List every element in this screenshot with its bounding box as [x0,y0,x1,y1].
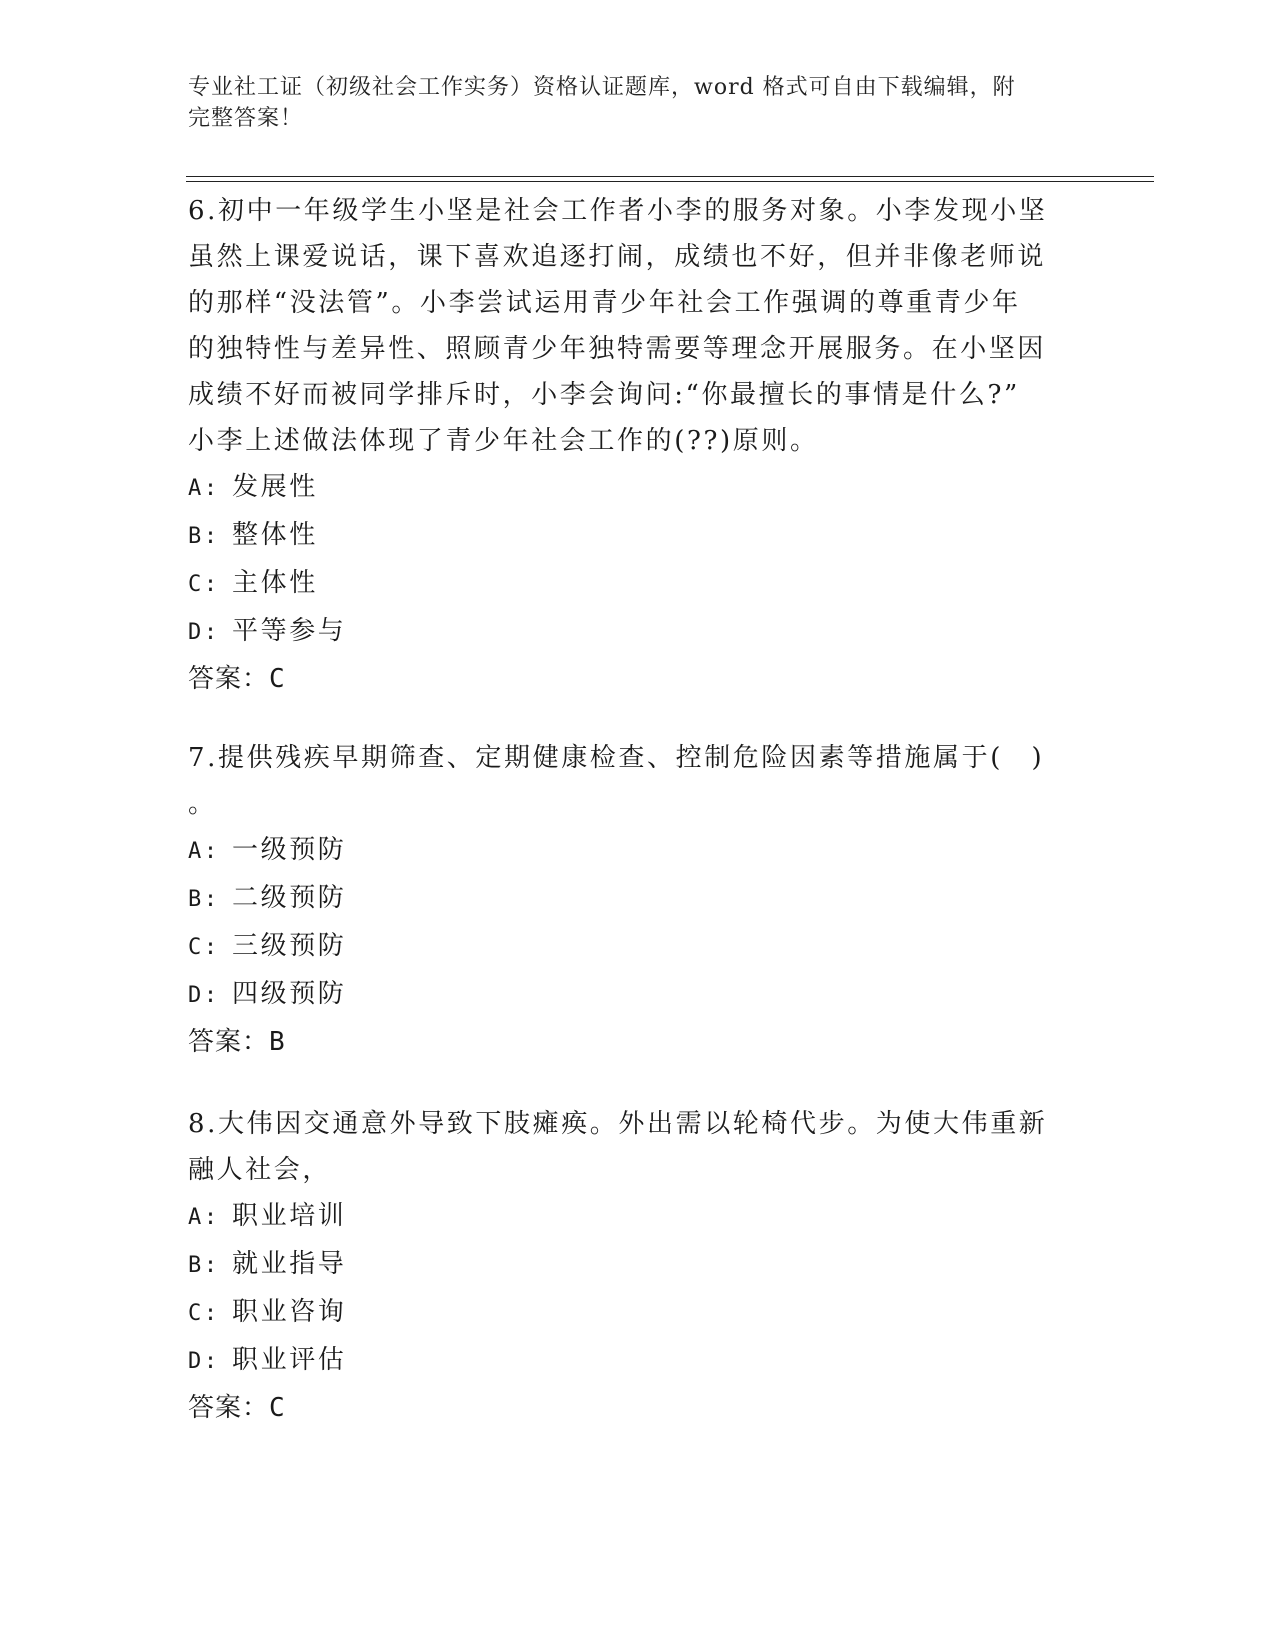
option-text: 整体性 [232,520,318,550]
question-7-answer [188,1019,1068,1065]
question-8 [188,1101,1068,1431]
option-key: D: [188,983,220,1008]
question-6-line: 的独特性与差异性、照顾青少年独特需要等理念开展服务。在小坚因 [188,334,1047,364]
option-text: 发展性 [232,472,318,502]
question-6 [188,188,1068,702]
question-7-line: 7.提供残疾早期筛查、定期健康检查、控制危险因素等措施属于( ) [188,743,1045,773]
question-6-option-d [188,608,1068,656]
question-7 [188,735,1068,1065]
answer-value: B [269,1027,286,1057]
question-8-option-c [188,1289,1068,1337]
question-8-line: 8.大伟因交通意外导致下肢瘫痪。外出需以轮椅代步。为使大伟重新 [188,1109,1048,1139]
question-6-option-b [188,512,1068,560]
question-6-line: 6.初中一年级学生小坚是社会工作者小李的服务对象。小李发现小坚 [188,196,1048,226]
option-text: 就业指导 [232,1249,347,1279]
header-divider-top [186,176,1154,177]
option-text: 二级预防 [232,883,347,913]
question-8-option-d [188,1337,1068,1385]
option-text: 职业培训 [232,1201,347,1231]
option-text: 主体性 [232,568,318,598]
header-line-1: 专业社工证（初级社会工作实务）资格认证题库，word 格式可自由下载编辑，附 [188,75,1016,100]
option-text: 四级预防 [232,979,347,1009]
option-key: B: [188,524,220,549]
header-divider-bottom [186,181,1154,182]
option-text: 一级预防 [232,835,347,865]
option-key: C: [188,572,220,597]
question-6-line: 的那样“没法管”。小李尝试运用青少年社会工作强调的尊重青少年 [188,288,1021,318]
page-header [188,72,1068,134]
question-8-answer [188,1385,1068,1431]
option-text: 平等参与 [232,616,347,646]
option-key: C: [188,1301,220,1326]
option-key: A: [188,839,220,864]
answer-label: 答案： [188,1393,270,1423]
option-text: 三级预防 [232,931,347,961]
option-key: D: [188,1349,220,1374]
question-6-answer [188,656,1068,702]
question-8-option-b [188,1241,1068,1289]
answer-value: C [269,1393,286,1423]
answer-value: C [269,664,286,694]
option-key: A: [188,1205,220,1230]
question-7-option-a [188,827,1068,875]
option-key: B: [188,1253,220,1278]
question-6-option-a [188,464,1068,512]
question-6-line: 虽然上课爱说话，课下喜欢追逐打闹，成绩也不好，但并非像老师说 [188,242,1047,272]
question-8-option-a [188,1193,1068,1241]
header-line-2: 完整答案！ [188,106,304,131]
question-7-option-c [188,923,1068,971]
question-8-line: 融人社会， [188,1155,332,1185]
option-key: C: [188,935,220,960]
question-6-line: 小李上述做法体现了青少年社会工作的(??)原则。 [188,426,819,456]
option-text: 职业评估 [232,1345,347,1375]
question-7-option-b [188,875,1068,923]
option-text: 职业咨询 [232,1297,347,1327]
option-key: B: [188,887,220,912]
answer-label: 答案： [188,664,270,694]
option-key: D: [188,620,220,645]
question-6-line: 成绩不好而被同学排斥时，小李会询问:“你最擅长的事情是什么?” [188,380,1020,410]
question-7-line: 。 [188,789,217,819]
question-7-option-d [188,971,1068,1019]
answer-label: 答案： [188,1027,270,1057]
question-6-option-c [188,560,1068,608]
option-key: A: [188,476,220,501]
